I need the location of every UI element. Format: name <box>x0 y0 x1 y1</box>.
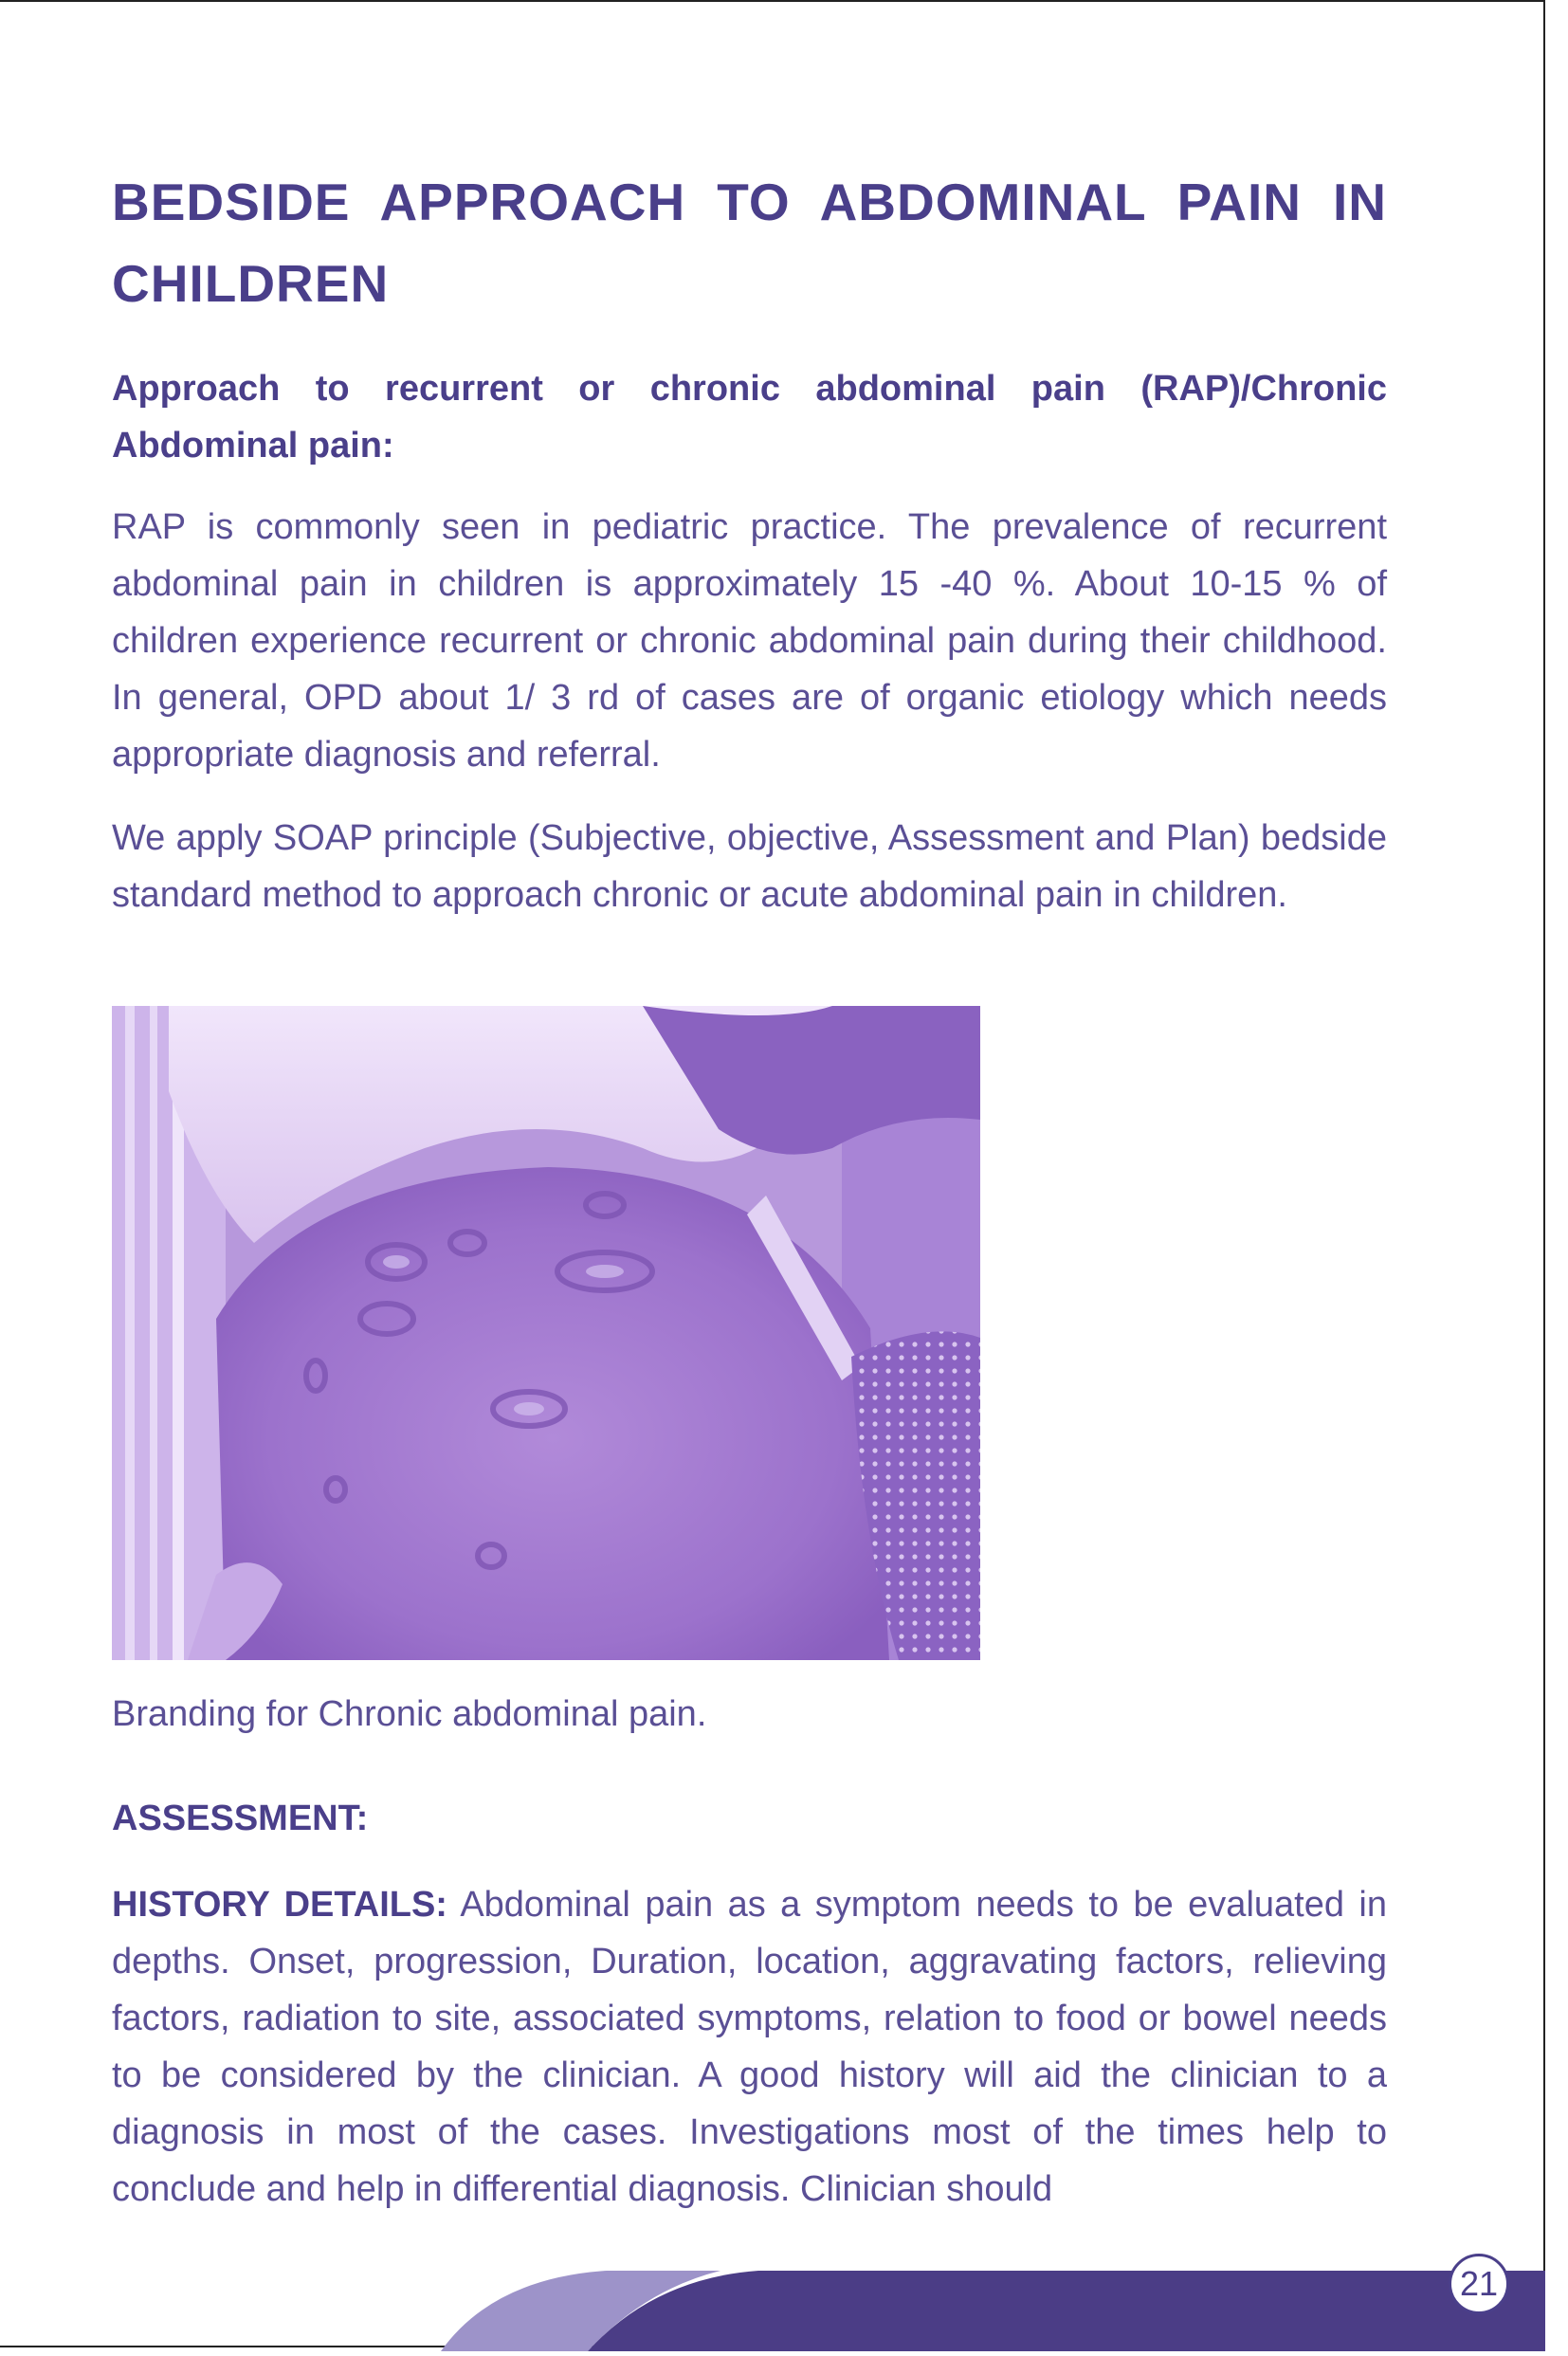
history-label: HISTORY DETAILS: <box>112 1885 447 1925</box>
history-paragraph <box>112 1876 1387 2218</box>
assessment-heading: ASSESSMENT: <box>112 1799 369 1838</box>
history-text: Abdominal pain as a symptom needs to be evaluated in depths. Onset, progression, Duration, location, aggravating factors, relieving factors, radiation to site, associated symptoms, relation to food or bowel needs to be considered by the clinician. A good history will aid the clinician to a diagnosis in most of the cases. Investigations most of the times help to conclude and help in differential diagnosis. Clinician should <box>112 1885 1387 2209</box>
page-title: BEDSIDE APPROACH TO ABDOMINAL PAIN IN CHILDREN <box>112 173 1387 313</box>
main-content <box>112 161 1387 923</box>
soap-paragraph: We apply SOAP principle (Subjective, objective, Assessment and Plan) bedside standard method to approach chronic or acute abdominal pain in children. <box>112 818 1387 915</box>
intro-paragraph: RAP is commonly seen in pediatric practice. The prevalence of recurrent abdominal pain in children is approximately 15 -40 %. About 10-15 % of children experience recurrent or chronic abdominal pain during their childhood. In general, OPD about 1/ 3 rd of cases are of organic etiology which needs appropriate diagnosis and referral. <box>112 507 1387 775</box>
abdomen-branding-photo <box>112 1006 980 1660</box>
footer-band <box>0 2271 1545 2351</box>
section-subheading: Approach to recurrent or chronic abdominal pain (RAP)/Chronic Abdominal pain: <box>112 369 1387 466</box>
page-number: 21 <box>1449 2254 1509 2314</box>
photo-caption: Branding for Chronic abdominal pain. <box>112 1694 707 1734</box>
